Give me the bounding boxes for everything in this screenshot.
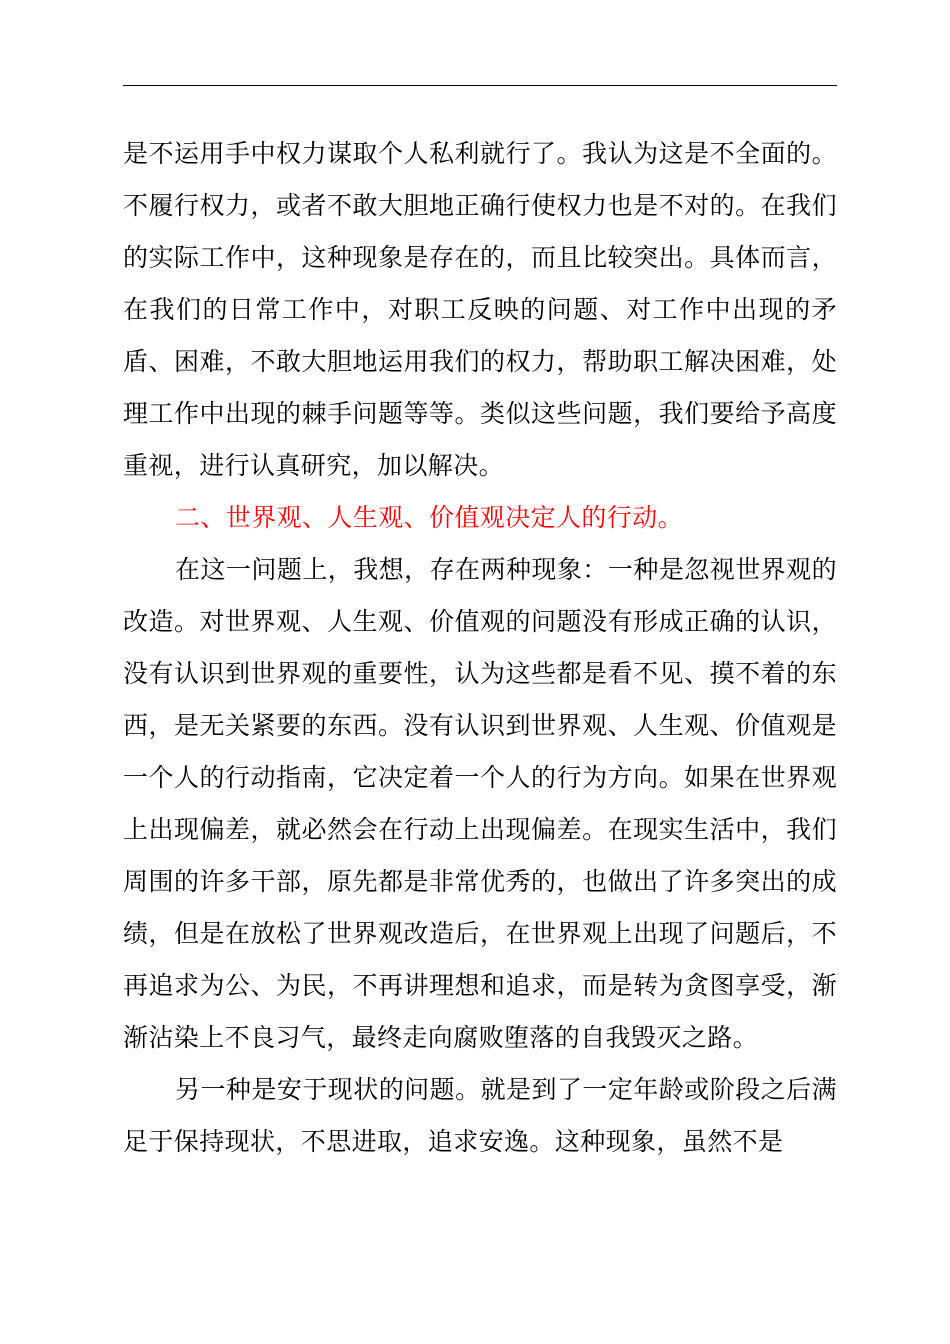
header-rule xyxy=(123,85,837,86)
section-heading: 二、世界观、人生观、价值观决定人的行动。 xyxy=(175,503,684,532)
body-paragraph: 在这一问题上，我想，存在两种现象：一种是忽视世界观的改造。对世界观、人生观、价值观的问题没有形成正确的认识，没有认识到世界观的重要性，认为这些都是看不见、摸不着的东西，是无关紧要的东西。没有认识到世界观、人生观、价值观是一个人的行动指南，它决定着一个人的行为方向。如果在世界观上出现偏差，就必然会在行动上出现偏差。在现实生活中，我们周围的许多干部，原先都是非常优秀的，也做出了许多突出的成绩，但是在放松了世界观改造后，在世界观上出现了问题后，不再追求为公、为民，不再讲理想和追求，而是转为贪图享受，渐渐沾染上不良习气，最终走向腐败堕落的自我毁灭之路。 xyxy=(123,555,837,1052)
body-text xyxy=(123,128,837,1168)
continued-paragraph: 是不运用手中权力谋取个人私利就行了。我认为这是不全面的。不履行权力，或者不敢大胆地正确行使权力也是不对的。在我们的实际工作中，这种现象是存在的，而且比较突出。具体而言，在我们的日常工作中，对职工反映的问题、对工作中出现的矛盾、困难，不敢大胆地运用我们的权力，帮助职工解决困难，处理工作中出现的棘手问题等等。类似这些问题，我们要给予高度重视，进行认真研究，加以解决。 xyxy=(123,139,837,480)
body-paragraph: 另一种是安于现状的问题。就是到了一定年龄或阶段之后满足于保持现状，不思进取，追求安逸。这种现象，虽然不是 xyxy=(123,1075,837,1156)
